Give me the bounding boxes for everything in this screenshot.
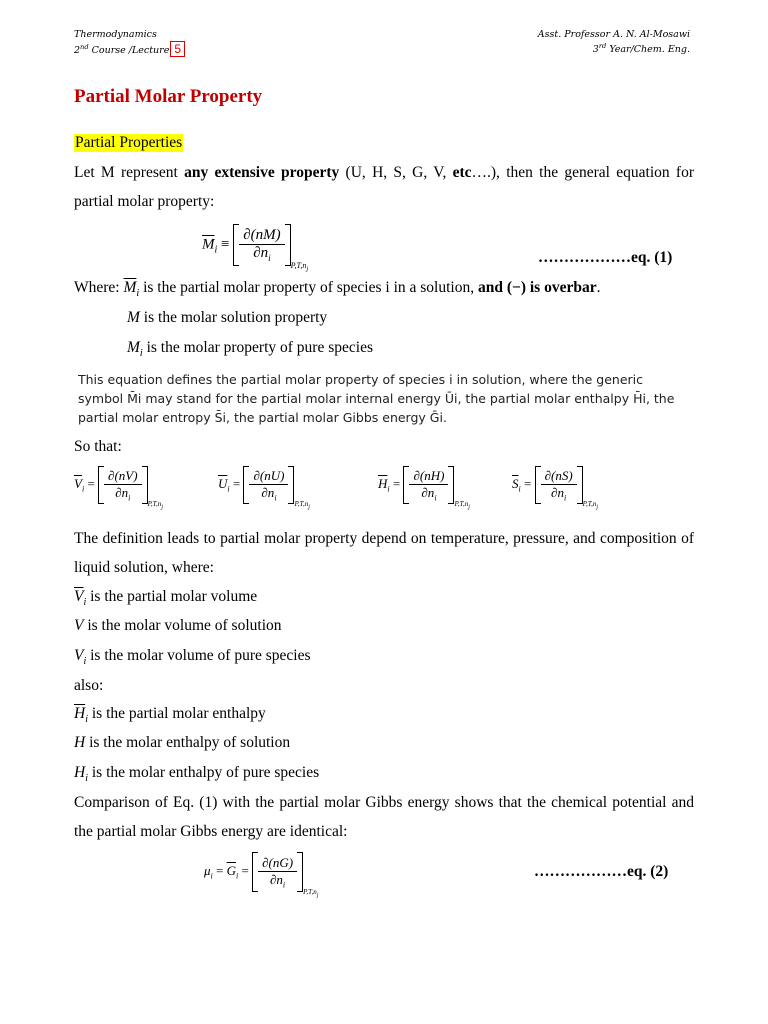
partial-property-equation-V: $\overline{V}_i$ = $\frac{\partial(nV)}{\partial n_i}$ $_{P,T,n_j}$ xyxy=(74,467,163,511)
year-info: 3rd Year/Chem. Eng. xyxy=(592,41,690,55)
author-name: Asst. Professor A. N. Al-Mosawi xyxy=(537,29,690,40)
def-molar-solution-property: M is the molar solution property xyxy=(127,309,328,326)
page-header-right xyxy=(538,27,690,57)
page-title: Partial Molar Property xyxy=(74,86,263,107)
definition-excerpt: This equation defines the partial molar property of species i in solution, where the generic symbol M̄i may stand for the partial molar internal energy Ūi, the partial molar enthalpy H̄i, the partial molar entropy S̄i, the partial molar Gibbs energy Ḡi. xyxy=(78,372,675,425)
partial-property-equation-U: $\overline{U}_i$ = $\frac{\partial(nU)}{\partial n_i}$ $_{P,T,n_j}$ xyxy=(218,467,310,511)
course-name: Thermodynamics xyxy=(74,29,157,40)
section-heading: Partial Properties xyxy=(75,134,183,151)
intro-paragraph: Let M represent any extensive property (U, H, S, G, V, etc….), then the general equation for partial molar property: xyxy=(74,164,694,210)
comparison-paragraph: Comparison of Eq. (1) with the partial molar Gibbs energy shows that the chemical potential and the partial molar Gibbs energy are identical: xyxy=(74,794,694,840)
def-molar-volume-pure: $V_i$ is the molar volume of pure species xyxy=(74,647,311,668)
lecture-info: 2nd Course /Lecture 5 xyxy=(74,42,185,58)
page-header-left xyxy=(74,27,185,58)
equation-1: $\overline{M}_i$ ≡ $\frac{\partial(nM)}{\partial n_i}$ $_{P,T,n_j}$ xyxy=(202,224,308,273)
def-partial-molar-volume: $\overline{V}_i$ is the partial molar volume xyxy=(74,588,258,609)
partial-property-equation-S: $\overline{S}_i$ = $\frac{\partial(nS)}{\partial n_i}$ $_{P,T,n_j}$ xyxy=(512,467,599,511)
so-that-label: So that: xyxy=(74,438,122,455)
equation-1-label: ………………eq. (1) xyxy=(538,249,673,266)
def-molar-enthalpy-pure: $H_i$ is the molar enthalpy of pure species xyxy=(74,764,320,785)
also-label: also: xyxy=(74,677,104,694)
where-line: Where: $\overline{M}_i$ is the partial molar property of species i in a solution, and (−) is overbar. xyxy=(74,279,601,300)
equation-2-label: ………………eq. (2) xyxy=(534,863,669,880)
def-molar-property-pure: $M_i$ is the molar property of pure species xyxy=(127,339,373,360)
partial-property-equation-H: $\overline{H}_i$ = $\frac{\partial(nH)}{\partial n_i}$ $_{P,T,n_j}$ xyxy=(378,467,470,511)
lecture-number-box: 5 xyxy=(170,41,185,57)
def-molar-volume-solution: V is the molar volume of solution xyxy=(74,617,282,634)
definition-paragraph: The definition leads to partial molar property depend on temperature, pressure, and composition of liquid solution, where: xyxy=(74,530,694,576)
def-partial-molar-enthalpy: $\overline{H}_i$ is the partial molar enthalpy xyxy=(74,705,266,726)
def-molar-enthalpy-solution: H is the molar enthalpy of solution xyxy=(74,734,291,751)
equation-2: $\mu_i = \overline{G}_i$ = $\frac{\partial(nG)}{\partial n_i}$ $_{P,T,n_j}$ xyxy=(204,852,318,898)
